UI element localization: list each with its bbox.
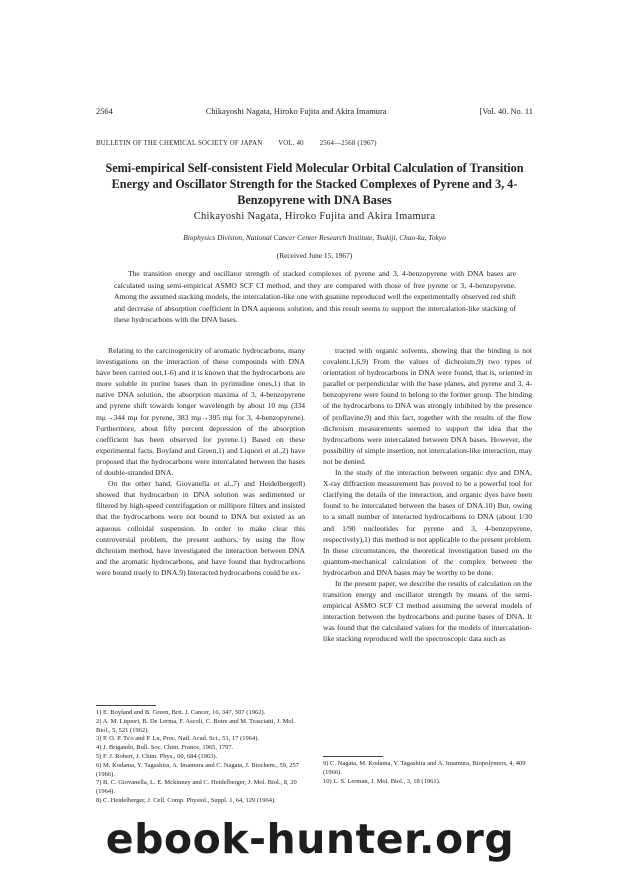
footnote-rule-right [323,756,383,757]
body-paragraph: In the study of the interaction between organic dye and DNA, X-ray diffraction measurement has proved to be a powerful tool for clarifying the details of the interaction, and organic dyes have been found to be intercalated between the bases of DNA.10) But, owing to a small number of interacted hydrocarbons to DNA (about 1/30 and 1/90 nucleotides for pyrene and 3, 4-benzopyrene, respectively),1) this method is not applicable to the present problem. In these circumstances, the theoretical investigation based on the quantum-mechanical calculation of the complex between the hydrocarbon and DNA bases may be worthy to be done. [323,468,532,577]
body-column-right [323,345,532,645]
journal-pages: 2564—2568 (1967) [319,140,377,147]
running-head-volume: [Vol. 40. No. 11 [479,107,533,116]
footnote: 1) E. Boyland and B. Green, Brit. J. Cancer, 16, 347, 507 (1962). [96,709,266,716]
body-column-left [96,345,305,578]
body-paragraph: In the present paper, we describe the results of calculation on the transition energy and oscillator strength by means of the semi-empirical ASMO SCF CI method assuming the several models of interaction between the hydrocarbons and purine bases of DNA. It was found that the calculated values for the models of intercalation-like stacking reproduced well the spectroscopic data such as [323,578,532,644]
article-title: Semi-empirical Self-consistent Field Molecular Orbital Calculation of Transition Energy and Oscillator Strength for the Stacked Complexes of Pyrene and 3, 4-Benzopyrene with DNA Bases [105,161,524,207]
author-affiliation: Biophysics Division, National Cancer Center Research Institute, Tsukiji, Chuo-ku, Tokyo [183,233,446,242]
abstract: The transition energy and oscillator strength of stacked complexes of pyrene and 3, 4-benzopyrene with DNA bases are calculated using semi-empirical ASMO SCF CI method, and they are compared with those of free pyrene or 3, 4-benzopyrene. Among the assumed stacking models, the intercalation-like one with guanine reproduced well the experimentally observed red shift and decrease of absorption coefficient in DNA aqueous solution, and this result seems to support the intercalation-like stacking of these hydrocarbons with the DNA bases. [114,269,516,325]
footnote: 8) C. Heidelberger, J. Cell. Comp. Physiol., Suppl. 1, 64, 129 (1964). [96,796,276,804]
footnote: 10) L. S. Lerman, J. Mol. Biol., 3, 18 (1961). [323,777,441,785]
footnote: 6) M. Kodama, Y. Tagashira, A. Imamura and C. Nagata, J. Biochem., 59, 257 (1966). [96,761,300,778]
footnotes-right [323,760,532,786]
body-paragraph: tracted with organic solvents, showing that the binding is not covalent.1,6,9) From the values of dichroism,9) two types of orientation of hydrocarbons in DNA were found, that is, oriented in parallel or perpendicular with the base planes, and pyrene and 3, 4-benzopyrene were found to belong to the former group. The binding of the hydrocarbons to DNA was strongly inhibited by the presence of proflavine,9) and this fact, together with the results of the flow dichroism measurements seemed to support the idea that the hydrocarbons were intercalated between DNA bases. However, the possibility of simple insertion, not intercalation-like interaction, may not be denied. [323,346,532,466]
running-head [96,107,533,116]
footnote: 3) P. O. P. Ts'o and P. Lu, Proc. Natl. Acad. Sci., 51, 17 (1964). [96,735,260,743]
body-paragraph: Relating to the carcinogenicity of aromatic hydrocarbons, many investigations on the interaction of these compounds with DNA have been carried out,1-6) and it is known that the hydrocarbons are more soluble in purine bases than in pyrimidine ones,1) that in native DNA solution, the absorption maxima of 3, 4-benzopyrene and pyrene shift towards longer wavelength by about 10 mμ (334 mμ→344 mμ for pyrene, 383 mμ→395 mμ for 3, 4-benzopyrene). Furthermore, about fifty percent depression of the absorption coefficient has been observed for pyrene.1) Based on these experimental facts, Boyland and Green,1) and Liquori et al.,2) have proposed that the hydrocarbons were intercalated between the bases of double-stranded DNA. [96,346,305,478]
running-head-authors: Chikayoshi Nagata, Hiroko Fujita and Akira Imamura [205,107,387,116]
footnote: 4) J. Brigando, Bull. Soc. Chim. France, 1965, 1797. [96,744,234,752]
article-authors: Chikayoshi Nagata, Hiroko Fujita and Akira Imamura [193,211,436,222]
footnote: 7) B. C. Giovanella, L. E. Mckinney and C. Heidelberger, J. Mol. Biol., 8, 20 (1964). [96,779,297,796]
footnote: 9) C. Nagata, M. Kodama, Y. Tagashira and A. Imamura, Biopolymers, 4, 409 (1966). [323,760,526,776]
received-date: (Received June 15, 1967) [276,251,353,260]
footnote: 2) A. M. Liquori, B. De Lerma, F. Ascoli, C. Botre and M. Trasciatti, J. Mol. Biol., 5, 521 (1962). [96,717,295,734]
footnote-rule-left [96,705,156,706]
watermark-banner: ebook-hunter.org [105,814,515,863]
footnote: 5) F. J. Robert, J. Chim. Phys., 60, 684 (1963). [96,752,218,760]
footnotes-left [96,709,305,806]
journal-volume: VOL. 40 [278,140,304,147]
body-paragraph: On the other hand, Giovanella et al.,7) and Heidelberger8) showed that hydrocarbon in DNA solution was sedimented or filtered by high-speed centrifugation or millipore filters and insisted that the hydrocarbons were not bound to DNA but existed as an aqueous colloidal suspension. In order to make clear this controversial problem, the present authors, by using the flow dichroism method, have investigated the interaction between DNA and the aromatic hydrocarbons, and have found that hydrocarbons were bound truely to DNA.9) Interacted hydrocarbons could be ex- [96,479,305,577]
journal-citation-line [96,140,533,147]
journal-name: BULLETIN OF THE CHEMICAL SOCIETY OF JAPAN [96,140,263,147]
page-number: 2564 [96,107,113,116]
